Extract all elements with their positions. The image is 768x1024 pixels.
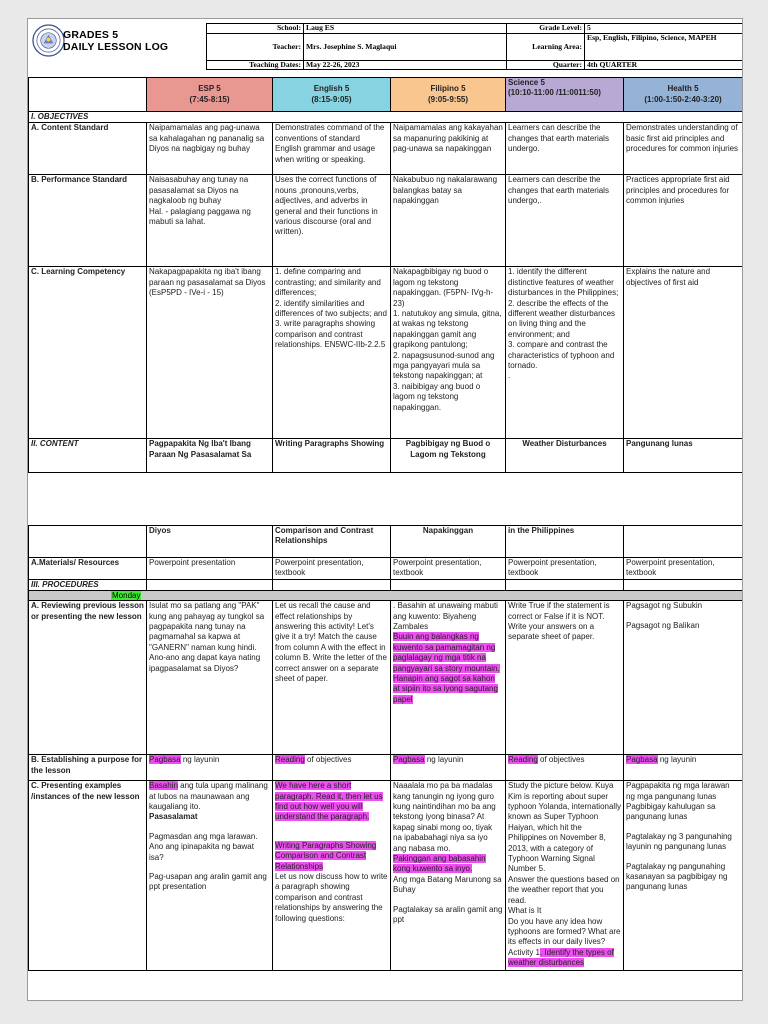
subject-header-filipino: Filipino 5 (9:05-9:55): [391, 78, 506, 112]
purpose-label: B. Establishing a purpose for the lesson: [29, 755, 147, 781]
science-content-title-cont: in the Philippines: [506, 526, 624, 558]
title-dll: DAILY LESSON LOG: [63, 41, 169, 53]
content-cont-blank: [29, 526, 147, 558]
filipino-examples: Naaalala mo pa ba madalas kang tanungin ng iyong guro kung naintindihan mo ba ang tekstong iyong binasa? At kapag sinabi mong oo, tiyak na ipababahagi niya sa iyo ang nabasa mo. Pakinggan ang babasahin kong kuwento sa inyo. Ang mga Batang Marunong sa Buhay Pagtalakay sa aralin gamit ang ppt: [391, 781, 506, 971]
esp-content-standard: Naipamamalas ang pag-unawa sa kahalagahan ng pananalig sa Diyos na nagbigay ng buhay: [147, 123, 273, 175]
filipino-materials: Powerpoint presentation, textbook: [391, 558, 506, 580]
review-label: A. Reviewing previous lesson or presenting the new lesson: [29, 601, 147, 755]
health-competency: Explains the nature and objectives of first aid: [624, 267, 743, 439]
esp-materials: Powerpoint presentation: [147, 558, 273, 580]
science-competency: 1. identify the different distinctive features of weather disturbances in the Philippines; 2. describe the effects of the different weather disturbances on living thing and the environment; and 3. compare and contrast the characteristics of typhoon and tornado. .: [506, 267, 624, 439]
esp-competency: Nakapagpapakita ng iba't ibang paraan ng pasasalamat sa Diyos (EsP5PD - IVe-i - 15): [147, 267, 273, 439]
dates-value: May 22-26, 2023: [304, 60, 507, 70]
science-performance-standard: Learners can describe the changes that earth materials undergo,.: [506, 175, 624, 267]
science-review: Write True if the statement is correct or False if it is NOT. Write your answers on a separate sheet of paper.: [506, 601, 624, 755]
performance-standard-label: B. Performance Standard: [29, 175, 147, 267]
english-examples: We have here a short paragraph. Read it, then let us find out how well you will understand the paragraph. Writing Paragraphs Showing Comparison and Contrast Relationships Let us now discuss how to write a paragraph showing comparison and contrast relationships by answering the following questions:: [273, 781, 391, 971]
content-heading: II. CONTENT: [29, 439, 147, 473]
esp-performance-standard: Naisasabuhay ang tunay na pasasalamat sa Diyos na nagkaloob ng buhay Hal. - palagiang paggawa ng mabuti sa lahat.: [147, 175, 273, 267]
dates-label: Teaching Dates:: [207, 60, 304, 70]
english-content-title: Writing Paragraphs Showing: [273, 439, 391, 473]
procedures-table: [28, 525, 743, 971]
grade-label: Grade Level:: [507, 24, 585, 34]
day-label: Monday: [112, 591, 141, 601]
lesson-log-page: [27, 18, 743, 1001]
quarter-value: 4th QUARTER: [585, 60, 743, 70]
objectives-table: [28, 77, 743, 473]
procedures-heading: III. PROCEDURES: [29, 579, 147, 590]
subject-header-health: Health 5 (1:00-1:50-2:40-3:20): [624, 78, 743, 112]
materials-label: A.Materials/ Resources: [29, 558, 147, 580]
filipino-content-title: Pagbibigay ng Buod o Lagom ng Tekstong: [391, 439, 506, 473]
filipino-performance-standard: Nakabubuo ng nakalarawang balangkas batay sa napakinggan: [391, 175, 506, 267]
english-content-standard: Demonstrates command of the conventions of standard English grammar and usage when writing or speaking.: [273, 123, 391, 175]
science-content-title: Weather Disturbances: [506, 439, 624, 473]
subject-header-esp: ESP 5 (7:45-8:15): [147, 78, 273, 112]
filipino-review: . Basahin at unawaing mabuti ang kuwento: Biyaheng Zambales Buuin ang balangkas ng kuwento sa pamamagitan ng paglalagay ng mga titik na pangyayari sa story mountain. Hanapin ang sagot sa kahon at sipiin ito sa iyong sagutang papel: [391, 601, 506, 755]
science-content-standard: Learners can describe the changes that earth materials undergo.: [506, 123, 624, 175]
header-info-table: [206, 23, 743, 70]
deped-seal-icon: [32, 24, 65, 57]
area-label: Learning Area:: [507, 33, 585, 60]
examples-label: C. Presenting examples /instances of the new lesson: [29, 781, 147, 971]
science-purpose: Reading of objectives: [506, 755, 624, 781]
quarter-label: Quarter:: [507, 60, 585, 70]
health-performance-standard: Practices appropriate first aid principles and procedures for common injuries: [624, 175, 743, 267]
health-materials: Powerpoint presentation, textbook: [624, 558, 743, 580]
objectives-heading: I. OBJECTIVES: [29, 112, 743, 123]
esp-purpose: Pagbasa ng layunin: [147, 755, 273, 781]
english-content-title-cont: Comparison and Contrast Relationships: [273, 526, 391, 558]
area-value: Esp, English, Filipino, Science, MAPEH: [585, 33, 743, 60]
english-materials: Powerpoint presentation, textbook: [273, 558, 391, 580]
filipino-competency: Nakapagbibigay ng buod o lagom ng tekstong napakinggan. (F5PN- IVg-h-23) 1. natutukoy ang simula, gitna, at wakas ng tekstong napakinggan gamit ang grapikong pantulong; 2. napagsusunod-sunod ang mga pangyayari mula sa tekstong napakinggan; at 3. naibibigay ang buod o lagom ng tekstong napakinggan.: [391, 267, 506, 439]
health-review: Pagsagot ng Subukin Pagsagot ng Balikan: [624, 601, 743, 755]
grade-value: 5: [585, 24, 743, 34]
filipino-content-title-cont: Napakinggan: [391, 526, 506, 558]
procedures-blank-2: [273, 579, 391, 590]
school-label: School:: [207, 24, 304, 34]
esp-content-title-cont: Diyos: [147, 526, 273, 558]
english-performance-standard: Uses the correct functions of nouns ,pronouns,verbs, adjectives, and adverbs in general and their functions in various discourse (oral and written).: [273, 175, 391, 267]
filipino-content-standard: Naipamamalas ang kakayahan sa mapanuring pakikinig at pag-unawa sa napakinggan: [391, 123, 506, 175]
health-content-title-cont: [624, 526, 743, 558]
esp-review: Isulat mo sa patlang ang "PAK" kung ang pahayag ay tungkol sa pagpapakita nang tunay na pagmamahal sa kapwa at "GANERN" naman kung hindi. Ano-ano ang dapat kaya nating ipagpasalamat sa Diyos?: [147, 601, 273, 755]
english-review: Let us recall the cause and effect relationships by answering this activity! Let's give it a try! Match the cause from column A with the effect in column B. Write the letter of the correct answer on a separate sheet of paper.: [273, 601, 391, 755]
teacher-value: Mrs. Josephine S. Maglaqui: [304, 33, 507, 60]
health-purpose: Pagbasa ng layunin: [624, 755, 743, 781]
english-competency: 1. define comparing and contrasting; and similarity and differences; 2. identify similarities and differences of two subjects; and 3. write paragraphs showing comparison and contrast relationships. EN5WC-IIb-2.2.5: [273, 267, 391, 439]
science-examples: Study the picture below. Kuya Kim is reporting about super typhoon Yolanda, internationally known as Super Typhoon Haiyan, which hit the Philippines on November 8, 2013, with a category of Typhoon Warning Signal Number 5. Answer the questions based on the weather report that you read. What is It Do you have any idea how typhoons are formed? What are its effects in our daily lives? Activity 1. Identify the types of weather disturbances: [506, 781, 624, 971]
procedures-blank-1: [147, 579, 273, 590]
health-examples: Pagpapakita ng mga larawan ng mga pangunang lunas Pagbibigay kahulugan sa pangunang lunas Pagtalakay ng 3 pangunahing layunin ng pangunang lunas Pagtalakay ng pangunahing kasanayan sa pagbibigay ng pangunang lunas: [624, 781, 743, 971]
subject-header-science: Science 5 (10:10-11:00 /11:0011:50): [506, 78, 624, 112]
procedures-blank-3: [391, 579, 506, 590]
teacher-label: Teacher:: [207, 33, 304, 60]
school-value: Laug ES: [304, 24, 507, 34]
title-grade: GRADES 5: [63, 29, 119, 41]
health-content-title: Pangunang lunas: [624, 439, 743, 473]
header-blank-cell: [29, 78, 147, 112]
science-materials: Powerpoint presentation, textbook: [506, 558, 624, 580]
esp-examples: Basahin ang tula upang malinang at lubos na maunawaan ang kaugaliang ito. Pasasalamat Pagmasdan ang mga larawan. Ano ang ipinapakita ng bawat isa? Pag-usapan ang aralin gamit ang ppt presentation: [147, 781, 273, 971]
filipino-purpose: Pagbasa ng layunin: [391, 755, 506, 781]
content-standard-label: A. Content Standard: [29, 123, 147, 175]
procedures-blank-5: [624, 579, 743, 590]
procedures-blank-4: [506, 579, 624, 590]
esp-content-title: Pagpapakita Ng Iba't Ibang Paraan Ng Pasasalamat Sa: [147, 439, 273, 473]
health-content-standard: Demonstrates understanding of basic first aid principles and procedures for common injuries: [624, 123, 743, 175]
english-purpose: Reading of objectives: [273, 755, 391, 781]
learning-competency-label: C. Learning Competency: [29, 267, 147, 439]
day-row: [29, 591, 743, 601]
subject-header-english: English 5 (8:15-9:05): [273, 78, 391, 112]
